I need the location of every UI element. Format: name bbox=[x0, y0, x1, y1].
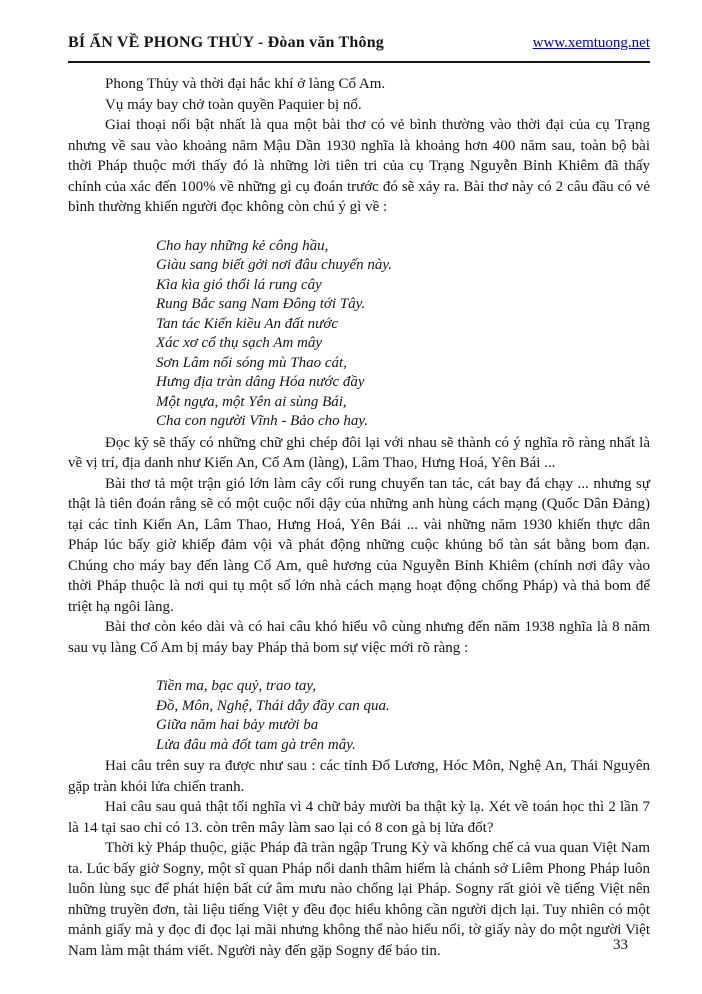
paragraph: Thời kỳ Pháp thuộc, giặc Pháp đã tràn ngập Trung Kỳ và khống chế cả vua quan Việt Nam ta. Lúc bấy giờ Sogny, một sĩ quan Pháp nổi danh thâm hiểm là chánh sở Liêm Phong Pháp luôn luôn lùng sục để phát hiện bất cứ âm mưu nào chống lại Pháp. Sogny rất giỏi về tiếng Việt nên những truyền đơn, tài liệu tiếng Việt y đều đọc hiểu không cần người dịch lại. Tuy nhiên có một mảnh giấy mà y đọc đi đọc lại mãi nhưng không thể nào hiểu nổi, tờ giấy này do một người Việt Nam làm mật thám viết. Người này đến gặp Sogny để báo tin. bbox=[68, 840, 650, 959]
page-number: 33 bbox=[613, 937, 628, 953]
poem-line: Một ngựa, một Yên ai sùng Bái, bbox=[156, 393, 347, 410]
poem-line: Đồ, Môn, Nghệ, Thái dẫy đầy can qua. bbox=[156, 697, 390, 714]
poem-line: Tan tác Kiến kiều An đất nước bbox=[156, 315, 339, 332]
paragraph: Bài thơ còn kéo dài và có hai câu khó hiểu vô cùng nhưng đến năm 1938 nghĩa là 8 năm sau vụ làng Cổ Am bị máy bay Pháp thả bom sự việc mới rõ ràng : bbox=[68, 619, 650, 656]
poem-line: Sơn Lâm nổi sóng mù Thao cát, bbox=[156, 354, 347, 371]
header-link[interactable]: www.xemtuong.net bbox=[532, 35, 650, 51]
poem-block bbox=[156, 677, 650, 755]
paragraph: Vụ máy bay chở toàn quyền Paquier bị nổ. bbox=[105, 96, 362, 113]
paragraph: Phong Thủy và thời đại hắc khí ở làng Cổ Am. bbox=[105, 76, 386, 92]
paragraph: Hai câu trên suy ra được như sau : các tỉnh Đổ Lương, Hóc Môn, Nghệ An, Thái Nguyên gặp tràn khói lửa chiến tranh. bbox=[68, 758, 650, 795]
poem-line: Hưng địa tràn dâng Hóa nước đầy bbox=[156, 374, 365, 390]
poem-line: Kìa kìa gió thổi lá rung cây bbox=[156, 276, 322, 293]
paragraph: Giai thoại nổi bật nhất là qua một bài thơ có vẻ bình thường vào thời đại của cụ Trạng nhưng về sau vào khoảng năm Mậu Dần 1930 nghĩa là khoảng hơn 400 năm sau, toàn bộ bài thời Pháp thuộc mới thấy đó là những lời tiên tri của cụ Trạng Nguyễn Bỉnh Khiêm đã thấy chính của xác đến 100% về những gì cụ đoán trước đó sẽ xảy ra. Bài thơ này có 2 câu đầu có vẻ bình thường khiến người đọc không còn chú ý gì về : bbox=[68, 117, 650, 215]
poem-line: Giàu sang biết gởi nơi đâu chuyến này. bbox=[156, 257, 392, 273]
poem-line: Giữa năm hai bảy mười ba bbox=[156, 717, 319, 733]
poem-line: Rung Bắc sang Nam Đông tới Tây. bbox=[156, 296, 366, 312]
paragraph: Hai câu sau quả thật tối nghĩa vì 4 chữ bảy mười ba thật kỳ lạ. Xét về toán học thì 2 lần 7 là 14 tại sao chỉ có 13. còn trên mây làm sao lại có 8 con gà bị lửa đốt? bbox=[68, 799, 650, 836]
header-title: BÍ ẨN VỀ PHONG THỦY - Đòan văn Thông bbox=[68, 34, 385, 51]
paragraph: Bài thơ tả một trận gió lớn làm cây cối rung chuyển tan tác, cát bay đá chạy ... nhưng sự thật là tiên đoán rằng sẽ có một cuộc nổi dậy của những anh hùng cách mạng (Quốc Dân Đảng) tại các tỉnh Kiến An, Lâm Thao, Hưng Hoá, Yên Bái ... vài những năm 1930 khiến thực dân Pháp lúc bấy giờ khiếp đảm vội vã phát động những cuộc khủng bố tàn sát bằng bom đạn. Chúng cho máy bay đến làng Cổ Am, quê hương của Nguyễn Bỉnh Khiêm (chính nơi đây vào thời Pháp thuộc là nơi qui tụ một số lớn nhà cách mạng hoạt động chống Pháp) và thả bom để triệt hạ ngôi làng. bbox=[68, 475, 650, 615]
document-content bbox=[68, 74, 650, 961]
header-rule bbox=[68, 61, 650, 63]
poem-line: Cha con người Vĩnh - Bảo cho hay. bbox=[156, 413, 368, 429]
poem-line: Lửa đâu mà đốt tam gà trên mây. bbox=[156, 736, 356, 753]
paragraph: Đọc kỹ sẽ thấy có những chữ ghi chép đôi lại với nhau sẽ thành có ý nghĩa rõ ràng nhất là về vị trí, địa danh như Kiến An, Cổ Am (làng), Lâm Thao, Hưng Hoá, Yên Bái ... bbox=[68, 434, 650, 471]
poem-line: Tiền ma, bạc quỷ, trao tay, bbox=[156, 678, 316, 694]
poem-line: Cho hay những kẻ công hầu, bbox=[156, 237, 329, 254]
page-footer bbox=[613, 936, 628, 954]
poem-block bbox=[156, 237, 650, 432]
page-header bbox=[68, 34, 650, 52]
poem-line: Xác xơ cổ thụ sạch Am mây bbox=[156, 335, 323, 351]
